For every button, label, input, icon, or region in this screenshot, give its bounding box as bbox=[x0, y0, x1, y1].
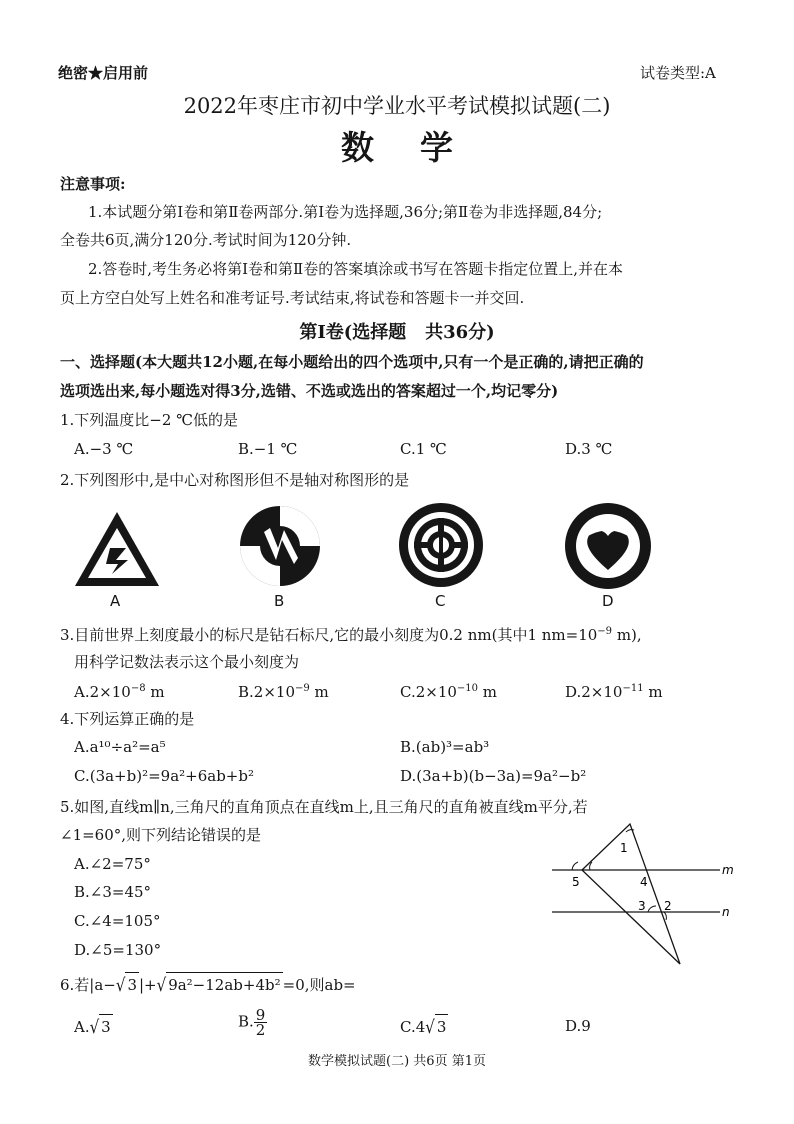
q3-option-d: $D.2\times 10^{-11}$ m bbox=[565, 683, 663, 701]
figure-b-caption: B bbox=[274, 592, 285, 610]
notice-line-3: 2.答卷时,考生务必将第Ⅰ卷和第Ⅱ卷的答案填涂或书写在答题卡指定位置上,并在本 bbox=[88, 260, 623, 278]
q4-option-b: B.(ab)³=ab³ bbox=[400, 738, 490, 756]
line-m-label: m bbox=[722, 863, 734, 877]
section-intro-1: 一、选择题(本大题共12小题,在每小题给出的四个选项中,只有一个是正确的,请把正确的 bbox=[60, 353, 644, 371]
angle-5-label: 5 bbox=[572, 875, 580, 889]
figure-b-swirl-icon bbox=[236, 502, 324, 590]
figure-a-caption: A bbox=[110, 592, 121, 610]
angle-2-label: 2 bbox=[664, 899, 672, 913]
q1-option-a: A.−3 ℃ bbox=[74, 440, 134, 458]
q4-option-d: D.(3a+b)(b−3a)=9a²−b² bbox=[400, 767, 587, 785]
figure-d-heart-circle-icon bbox=[562, 500, 654, 592]
q6-sqrt-2: 9a²−12ab+4b² bbox=[166, 972, 282, 997]
q3-option-a: $A.2\times 10^{-8}$ m bbox=[74, 683, 165, 701]
line-n-label: n bbox=[722, 905, 730, 919]
q5-stem-line-1: 5.如图,直线m∥n,三角尺的直角顶点在直线m上,且三角尺的直角被直线m平分,若 bbox=[60, 798, 588, 816]
notice-line-2: 全卷共6页,满分120分.考试时间为120分钟. bbox=[60, 231, 352, 249]
q3-stem-line-2: 用科学记数法表示这个最小刻度为 bbox=[74, 653, 300, 671]
q6-option-d: D.9 bbox=[565, 1017, 591, 1035]
q6-option-b: B. $\frac{9}{2}$ bbox=[238, 1006, 266, 1039]
secret-label: 绝密★启用前 bbox=[58, 64, 149, 82]
q2-stem: 2.下列图形中,是中心对称图形但不是轴对称图形的是 bbox=[60, 471, 410, 489]
q5-option-d: D.∠5=130° bbox=[74, 941, 162, 959]
q3-option-b: $B.2\times 10^{-9}$ m bbox=[238, 683, 329, 701]
figure-d-caption: D bbox=[602, 592, 614, 610]
q1-option-b: B.−1 ℃ bbox=[238, 440, 298, 458]
triangle-ruler bbox=[582, 824, 680, 964]
q6-sqrt-1: 3 bbox=[125, 972, 139, 997]
q5-stem-line-2: ∠1=60°,则下列结论错误的是 bbox=[60, 826, 262, 844]
q5-option-a: A.∠2=75° bbox=[74, 855, 151, 873]
q1-option-d: D.3 ℃ bbox=[565, 440, 613, 458]
subject-title: 数 学 bbox=[341, 128, 453, 167]
q6-option-c: C.4√ 3 bbox=[400, 1014, 448, 1039]
exam-title: 2022年枣庄市初中学业水平考试模拟试题(二) bbox=[183, 94, 611, 118]
page-footer: 数学模拟试题(二) 共6页 第1页 bbox=[308, 1054, 486, 1069]
q3-stem-line-1: 3.目前世界上刻度最小的标尺是钻石标尺,它的最小刻度为0.2 nm(其中1 $nm=10^{-9}$ m), bbox=[60, 626, 642, 644]
angle-3-label: 3 bbox=[638, 899, 646, 913]
q1-option-c: C.1 ℃ bbox=[400, 440, 447, 458]
q6-stem: 6.若|a−√ 3 |+√ 9a²−12ab+4b² =0,则ab= bbox=[60, 972, 764, 997]
notice-line-4: 页上方空白处写上姓名和准考证号.考试结束,将试卷和答题卡一并交回. bbox=[60, 289, 525, 307]
section-intro-2: 选项选出来,每小题选对得3分,选错、不选或选出的答案超过一个,均记零分) bbox=[60, 382, 559, 400]
figure-c-circle-emblem-icon bbox=[396, 500, 486, 590]
q5-option-b: B.∠3=45° bbox=[74, 883, 152, 901]
angle-4-label: 4 bbox=[640, 875, 648, 889]
q4-option-c: C.(3a+b)²=9a²+6ab+b² bbox=[74, 767, 254, 785]
notice-heading: 注意事项: bbox=[60, 175, 126, 193]
angle-1-label: 1 bbox=[620, 841, 628, 855]
section-title: 第Ⅰ卷(选择题 共36分) bbox=[299, 322, 495, 343]
q1-stem: 1.下列温度比−2 ℃低的是 bbox=[60, 411, 238, 429]
paper-type-label: 试卷类型:A bbox=[640, 64, 716, 82]
q5-option-c: C.∠4=105° bbox=[74, 912, 161, 930]
q6-option-a: A.√ 3 bbox=[74, 1014, 113, 1039]
figure-c-caption: C bbox=[435, 592, 446, 610]
figure-a-warning-triangle bbox=[72, 508, 162, 590]
q4-option-a: A.a¹⁰÷a²=a⁵ bbox=[74, 738, 166, 756]
notice-line-1: 1.本试题分第Ⅰ卷和第Ⅱ卷两部分.第Ⅰ卷为选择题,36分;第Ⅱ卷为非选择题,84分; bbox=[88, 203, 603, 221]
q3-option-c: $C.2\times 10^{-10}$ m bbox=[400, 683, 498, 701]
q5-parallel-lines-figure bbox=[548, 818, 738, 976]
q4-stem: 4.下列运算正确的是 bbox=[60, 710, 195, 728]
